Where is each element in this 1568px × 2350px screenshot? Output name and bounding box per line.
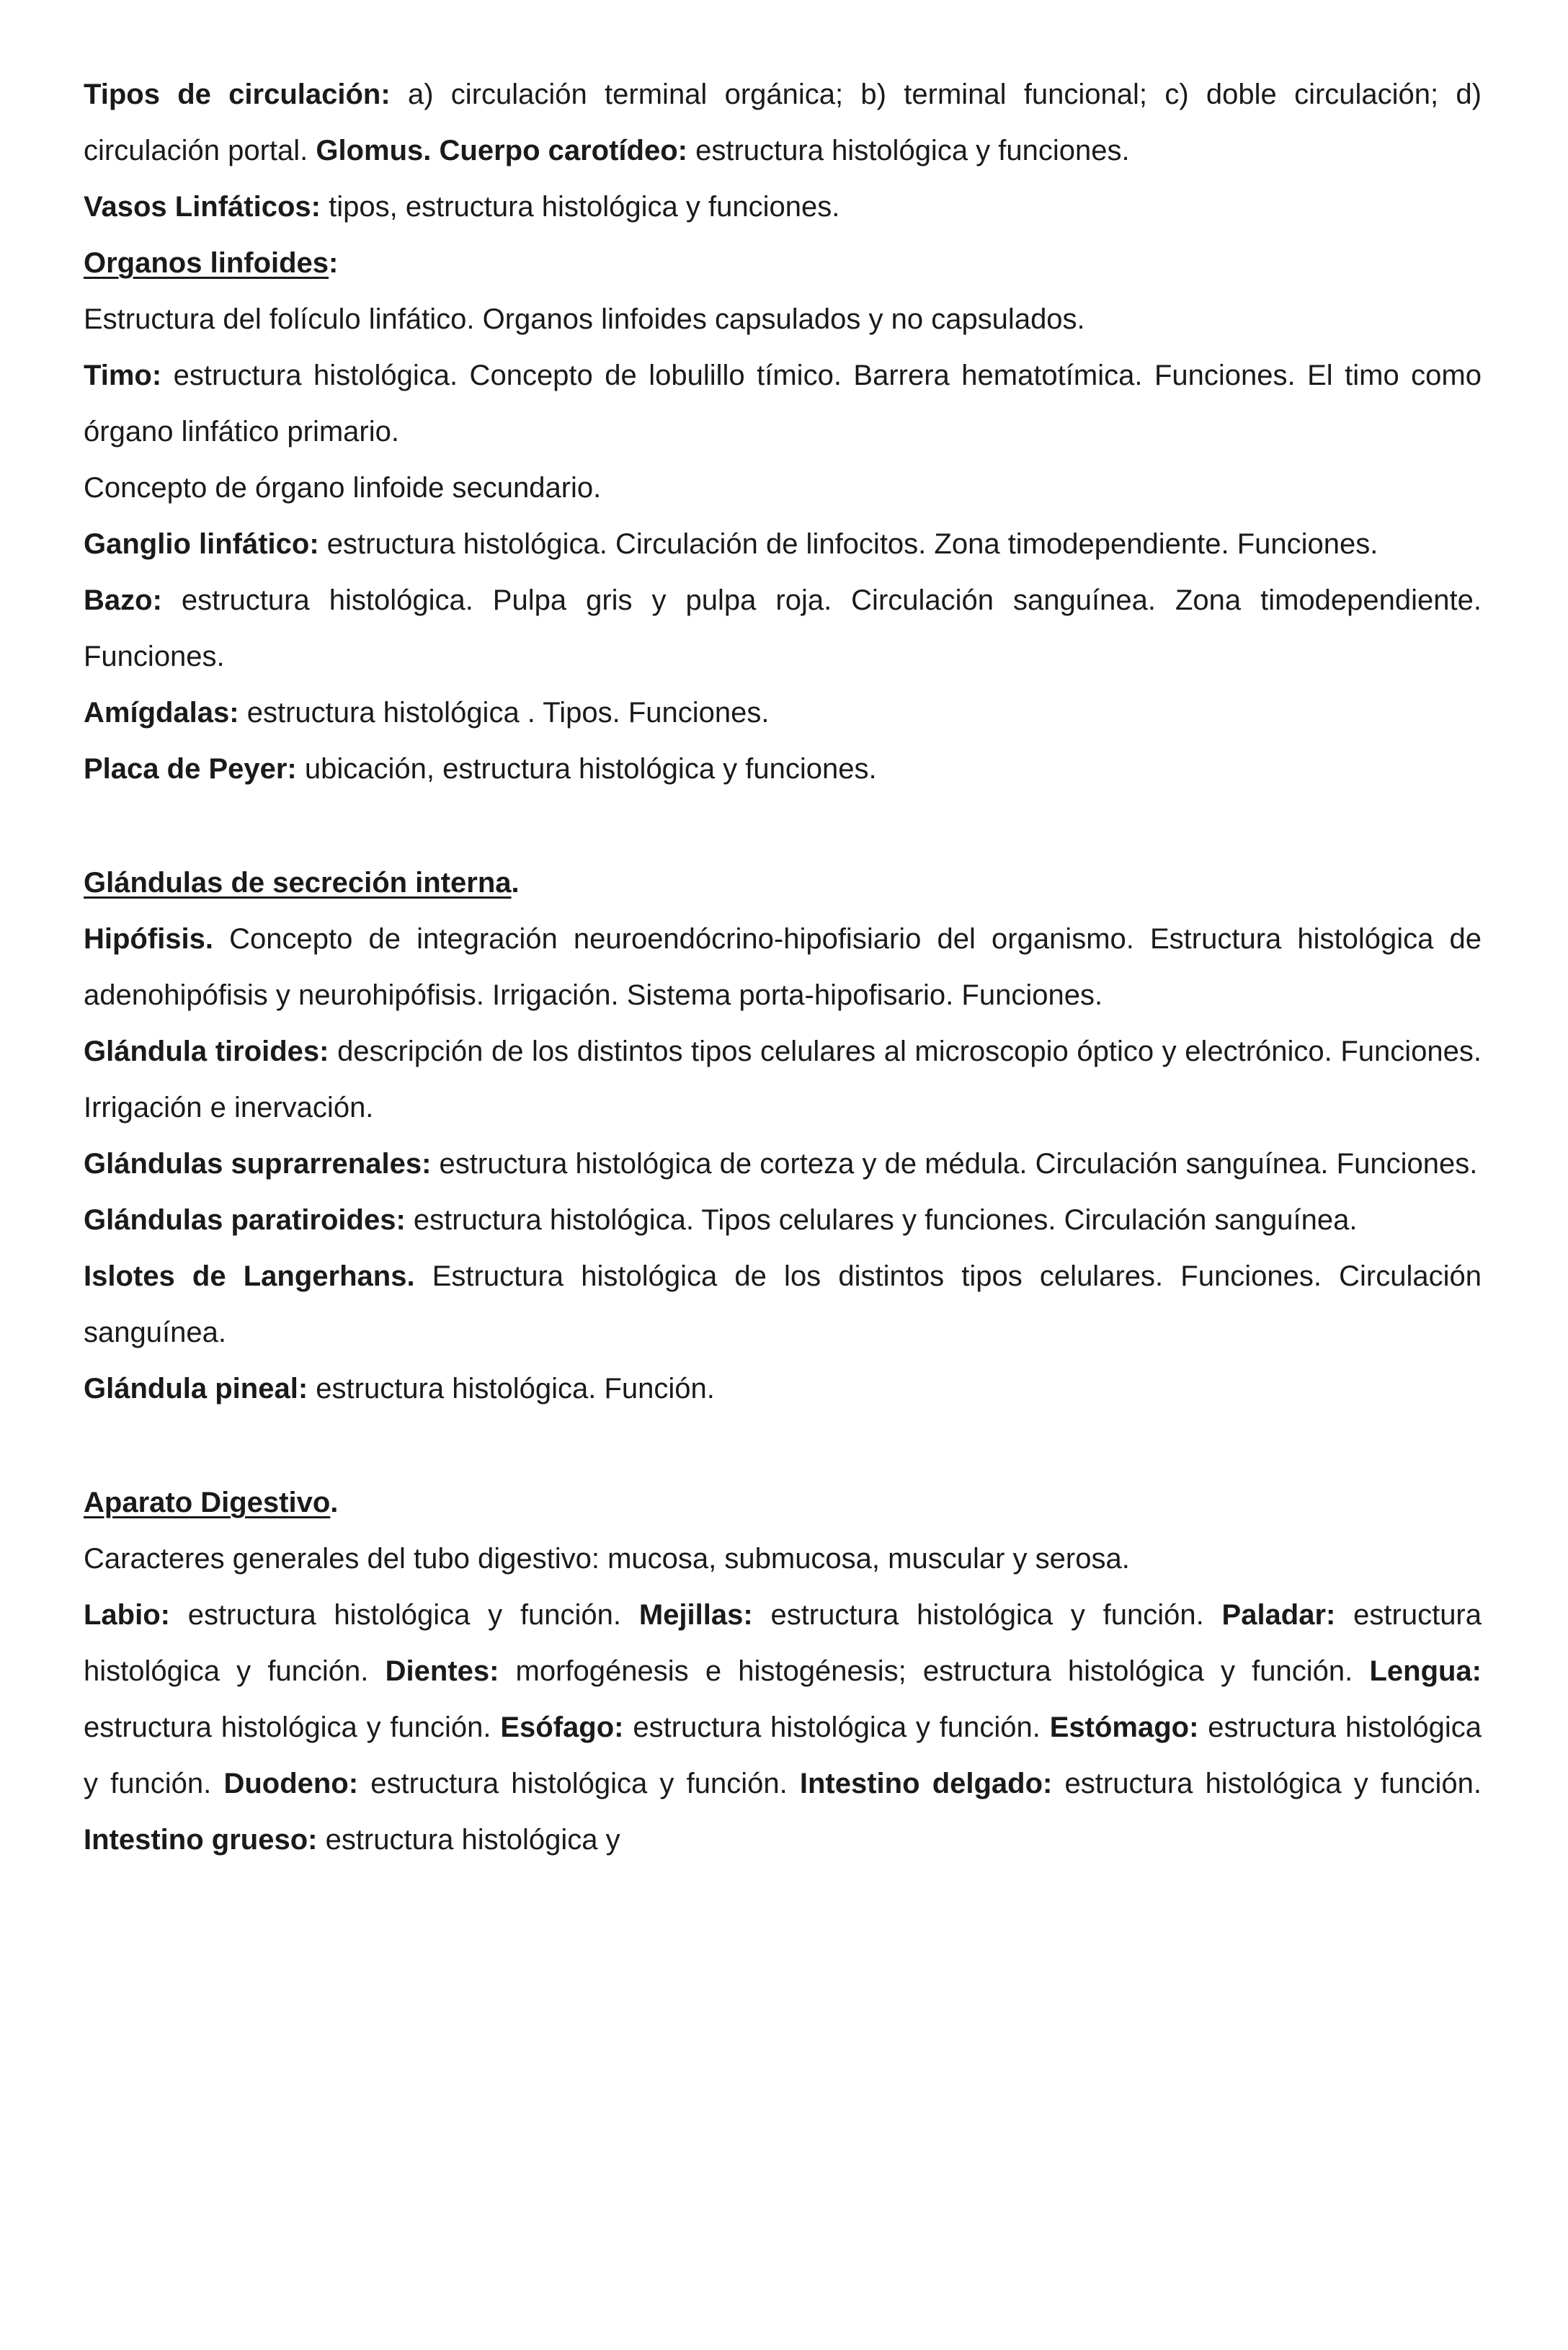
term-duodeno: Duodeno: xyxy=(223,1768,359,1799)
paragraph-placa-peyer xyxy=(84,741,1482,797)
text-mejillas: estructura histológica y función. xyxy=(752,1599,1222,1631)
text-caracteres-generales: Caracteres generales del tubo digestivo: mucosa, submucosa, muscular y serosa. xyxy=(84,1543,1130,1575)
paragraph-tiroides xyxy=(84,1023,1482,1136)
text-paratiroides: estructura histológica. Tipos celulares y funciones. Circulación sanguínea. xyxy=(405,1204,1358,1236)
term-bazo: Bazo: xyxy=(84,584,162,616)
paragraph-pineal xyxy=(84,1361,1482,1417)
term-ganglio: Ganglio linfático: xyxy=(84,528,319,560)
heading-aparato-digestivo: Aparato Digestivo xyxy=(84,1487,331,1518)
text-hipofisis: Concepto de integración neuroendócrino-hipofisiario del organismo. Estructura histológica de adenohipófisis y neurohipófisis. Irrigación. Sistema porta-hipofisario. Funciones. xyxy=(84,923,1482,1011)
text-bazo: estructura histológica. Pulpa gris y pulpa roja. Circulación sanguínea. Zona timodependiente. Funciones. xyxy=(84,584,1482,672)
heading-glandulas: Glándulas de secreción interna xyxy=(84,867,512,899)
heading-organos-linfoides-line xyxy=(84,235,1482,291)
heading-organos-linfoides: Organos linfoides xyxy=(84,247,329,279)
term-mejillas: Mejillas: xyxy=(638,1599,753,1631)
paragraph-langerhans xyxy=(84,1248,1482,1361)
term-labio: Labio: xyxy=(84,1599,170,1631)
text-placa-peyer: ubicación, estructura histológica y funciones. xyxy=(296,753,877,785)
text-timo: estructura histológica. Concepto de lobulillo tímico. Barrera hematotímica. Funciones. El timo como órgano linfático primario. xyxy=(84,360,1482,448)
heading-glandulas-suffix: . xyxy=(511,867,520,899)
paragraph-timo xyxy=(84,347,1482,460)
text-langerhans: Estructura histológica de los distintos tipos celulares. Funciones. Circulación sanguínea. xyxy=(84,1260,1482,1348)
term-esofago: Esófago: xyxy=(500,1712,624,1743)
term-vasos-linfaticos: Vasos Linfáticos: xyxy=(84,191,321,223)
paragraph-estructuras-digestivas xyxy=(84,1587,1482,1868)
term-langerhans: Islotes de Langerhans. xyxy=(84,1260,415,1292)
text-intestino-grueso: estructura histológica y xyxy=(317,1824,620,1856)
text-amigdalas: estructura histológica . Tipos. Funciones. xyxy=(239,697,770,729)
paragraph-bazo xyxy=(84,572,1482,685)
paragraph-amigdalas xyxy=(84,685,1482,741)
text-estomago: estructura histológica y función. xyxy=(84,1712,1482,1799)
paragraph-hipofisis xyxy=(84,911,1482,1023)
paragraph-organo-secundario xyxy=(84,460,1482,516)
term-intestino-grueso: Intestino grueso: xyxy=(84,1824,318,1856)
term-timo: Timo: xyxy=(84,360,162,391)
term-suprarrenales: Glándulas suprarrenales: xyxy=(84,1148,432,1180)
paragraph-ganglio xyxy=(84,516,1482,572)
text-ganglio: estructura histológica. Circulación de linfocitos. Zona timodependiente. Funciones. xyxy=(318,528,1378,560)
paragraph-tipos-circulacion xyxy=(84,66,1482,179)
term-glomus: Glomus. Cuerpo carotídeo: xyxy=(316,135,687,166)
term-placa-peyer: Placa de Peyer: xyxy=(84,753,297,785)
document-body xyxy=(84,66,1482,1868)
term-hipofisis: Hipófisis. xyxy=(84,923,214,955)
term-dientes: Dientes: xyxy=(385,1655,499,1687)
term-pineal: Glándula pineal: xyxy=(84,1373,308,1405)
text-glomus: estructura histológica y funciones. xyxy=(687,135,1130,166)
heading-aparato-digestivo-line xyxy=(84,1474,1482,1531)
paragraph-paratiroides xyxy=(84,1192,1482,1248)
text-suprarrenales: estructura histológica de corteza y de médula. Circulación sanguínea. Funciones. xyxy=(431,1148,1478,1180)
text-lengua: estructura histológica y función. xyxy=(84,1712,501,1743)
term-tipos-circulacion: Tipos de circulación: xyxy=(84,79,391,110)
heading-organos-linfoides-suffix: : xyxy=(329,247,339,279)
text-organo-secundario: Concepto de órgano linfoide secundario. xyxy=(84,472,602,504)
text-pineal: estructura histológica. Función. xyxy=(308,1373,715,1405)
term-estomago: Estómago: xyxy=(1049,1712,1199,1743)
text-duodeno: estructura histológica y función. xyxy=(358,1768,800,1799)
term-paladar: Paladar: xyxy=(1221,1599,1336,1631)
text-tipos-circulacion: a) circulación terminal orgánica; b) terminal funcional; c) doble circulación; d) circulación portal. xyxy=(84,79,1482,166)
text-vasos-linfaticos: tipos, estructura histológica y funciones. xyxy=(320,191,840,223)
heading-glandulas-line xyxy=(84,855,1482,911)
paragraph-suprarrenales xyxy=(84,1136,1482,1192)
text-tiroides: descripción de los distintos tipos celulares al microscopio óptico y electrónico. Funciones. Irrigación e inervación. xyxy=(84,1036,1482,1123)
text-foliculo: Estructura del folículo linfático. Organos linfoides capsulados y no capsulados. xyxy=(84,303,1085,335)
paragraph-caracteres-generales xyxy=(84,1531,1482,1587)
term-amigdalas: Amígdalas: xyxy=(84,697,239,729)
term-intestino-delgado: Intestino delgado: xyxy=(799,1768,1053,1799)
section-spacer xyxy=(84,797,1482,855)
term-tiroides: Glándula tiroides: xyxy=(84,1036,329,1067)
text-intestino-delgado: estructura histológica y función. xyxy=(1052,1768,1482,1799)
term-paratiroides: Glándulas paratiroides: xyxy=(84,1204,406,1236)
text-labio: estructura histológica y función. xyxy=(169,1599,639,1631)
heading-aparato-digestivo-suffix: . xyxy=(330,1487,339,1518)
text-dientes: morfogénesis e histogénesis; estructura histológica y función. xyxy=(499,1655,1370,1687)
paragraph-vasos-linfaticos xyxy=(84,179,1482,235)
text-paladar: estructura histológica y función. xyxy=(84,1599,1482,1687)
section-spacer xyxy=(84,1417,1482,1474)
term-lengua: Lengua: xyxy=(1369,1655,1482,1687)
text-esofago: estructura histológica y función. xyxy=(623,1712,1050,1743)
paragraph-foliculo xyxy=(84,291,1482,347)
